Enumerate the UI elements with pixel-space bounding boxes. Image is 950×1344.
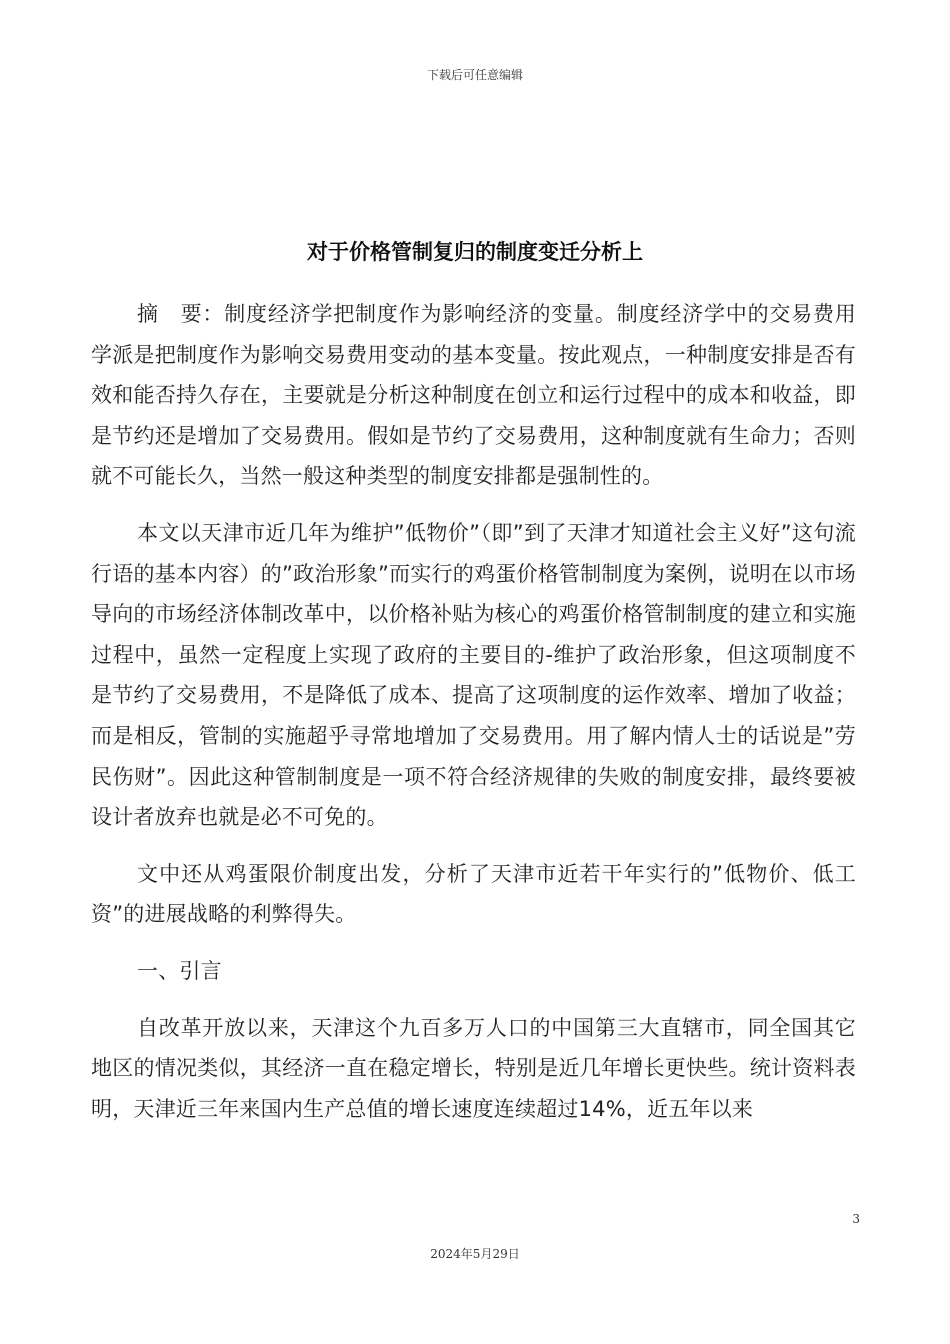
intro-paragraph: 自改革开放以来，天津这个九百多万人口的中国第三大直辖市，同全国其它地区的情况类似，其经济一直在稳定增长，特别是近几年增长更快些。统计资料表明，天津近三年来国内生产总值的增长速度连续超过14%，近五年以来 — [91, 1015, 856, 1121]
header-note: 下载后可任意编辑 — [426, 68, 523, 82]
case-paragraph: 本文以天津市近几年为维护”低物价”（即”到了天津才知道社会主义好”这句流行语的基本内容）的”政治形象”而实行的鸡蛋价格管制制度为案例，说明在以市场导向的市场经济体制改革中，以价格补贴为核心的鸡蛋价格管制制度的建立和实施过程中，虽然一定程度上实现了政府的主要目的-维护了政治形象，但这项制度不是节约了交易费用，不是降低了成本、提高了这项制度的运作效率、增加了收益；而是相反，管制的实施超乎寻常地增加了交易费用。用了解内情人士的话说是”劳民伤财”。因此这种管制制度是一项不符合经济规律的失败的制度安排，最终要被设计者放弃也就是必不可免的。 — [91, 520, 856, 830]
document-title: 对于价格管制复归的制度变迁分析上 — [307, 240, 643, 264]
footer-date: 2024年5月29日 — [430, 1247, 520, 1261]
abstract-paragraph: 摘 要：制度经济学把制度作为影响经济的变量。制度经济学中的交易费用学派是把制度作为影响交易费用变动的基本变量。按此观点，一种制度安排是否有效和能否持久存在，主要就是分析这种制度在创立和运行过程中的成本和收益，即是节约还是增加了交易费用。假如是节约了交易费用，这种制度就有生命力；否则就不可能长久，当然一般这种类型的制度安排都是强制性的。 — [91, 302, 856, 489]
section-heading: 一、引言 — [137, 958, 222, 983]
document-body — [91, 294, 856, 1145]
analysis-paragraph: 文中还从鸡蛋限价制度出发，分析了天津市近若干年实行的”低物价、低工资”的进展战略的利弊得失。 — [91, 861, 856, 927]
page-number: 3 — [852, 1212, 860, 1226]
